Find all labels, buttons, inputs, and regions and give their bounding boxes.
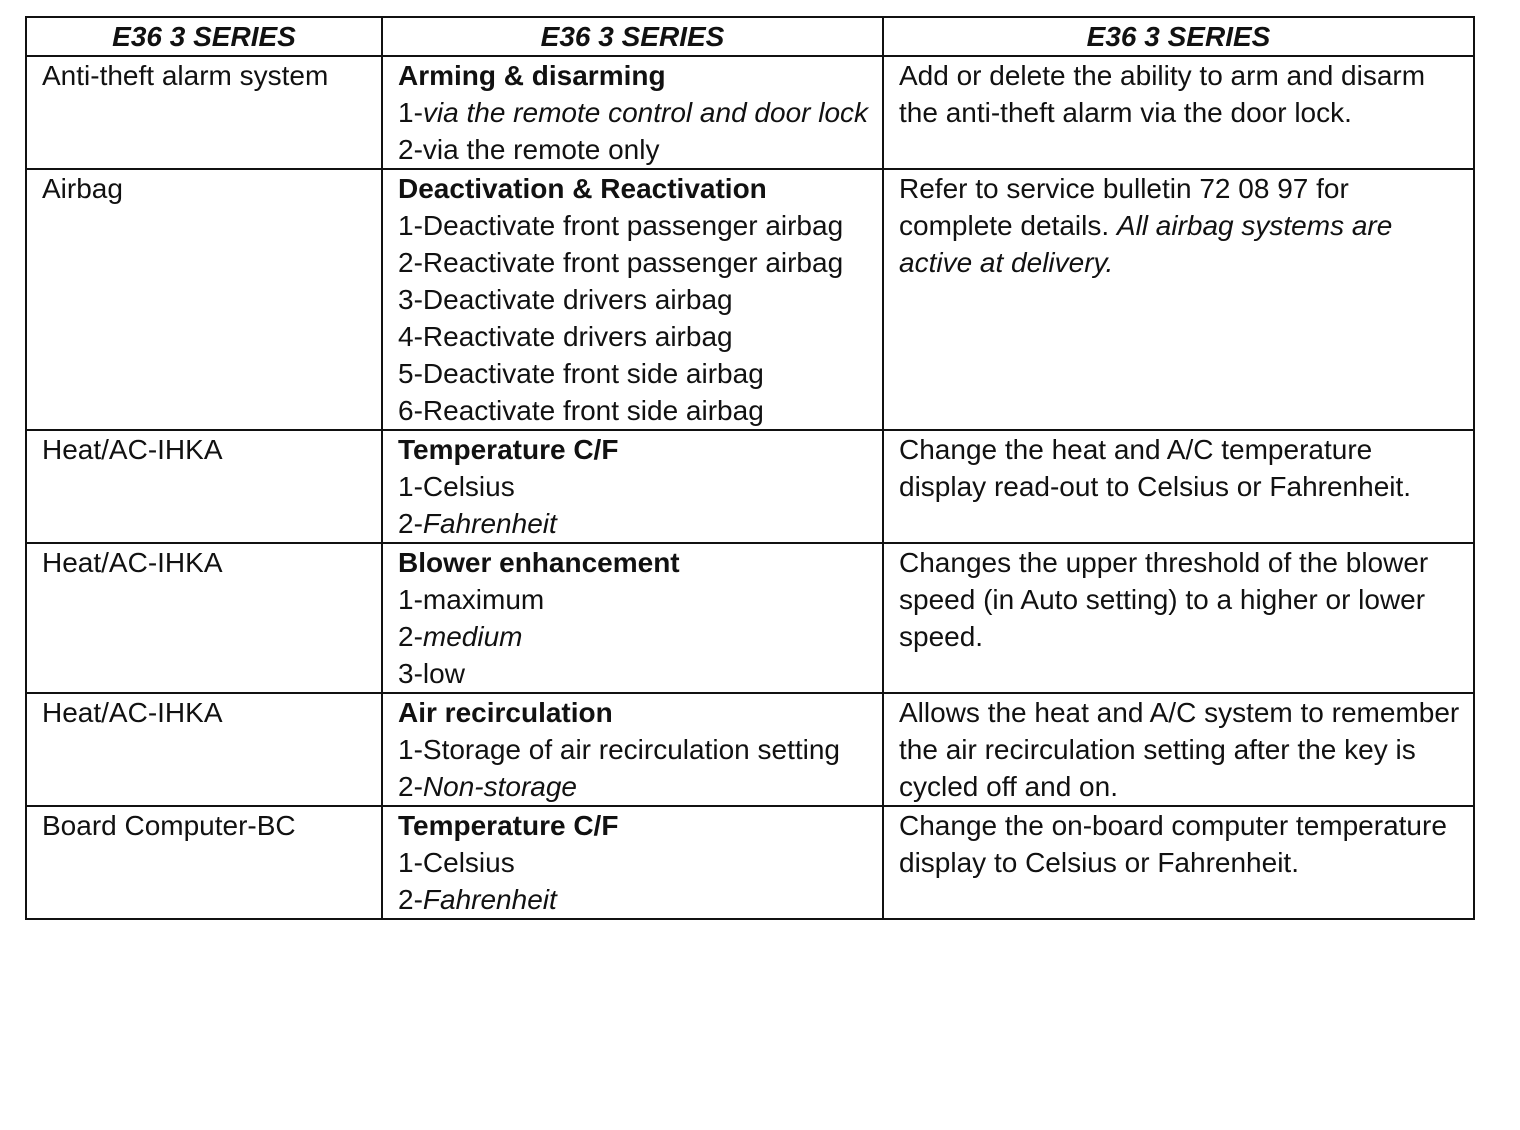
option-number: 1- bbox=[398, 847, 423, 878]
system-cell: Heat/AC-IHKA bbox=[26, 693, 382, 806]
option-text: Deactivate front side airbag bbox=[422, 358, 764, 389]
description-cell bbox=[883, 56, 1474, 169]
header-setting: E36 3 SERIES bbox=[382, 17, 883, 56]
option-item bbox=[398, 392, 870, 429]
system-cell: Heat/AC-IHKA bbox=[26, 543, 382, 693]
setting-title: Temperature C/F bbox=[398, 810, 619, 841]
option-number: 5- bbox=[398, 358, 423, 389]
option-text: Reactivate drivers airbag bbox=[422, 321, 733, 352]
option-text: Celsius bbox=[422, 471, 515, 502]
option-item bbox=[398, 318, 870, 355]
option-text: Reactivate front passenger airbag bbox=[422, 247, 844, 278]
option-number: 2- bbox=[398, 771, 423, 802]
option-text: Fahrenheit bbox=[422, 508, 557, 539]
description-text: Refer to service bulletin 72 08 97 for complete details. bbox=[899, 173, 1349, 241]
option-item bbox=[398, 731, 870, 768]
description-text: Changes the upper threshold of the blower speed (in Auto setting) to a higher or lower speed. bbox=[899, 547, 1429, 652]
option-item bbox=[398, 355, 870, 392]
setting-cell bbox=[382, 56, 883, 169]
option-text: Celsius bbox=[422, 847, 515, 878]
description-cell bbox=[883, 169, 1474, 430]
setting-title: Temperature C/F bbox=[398, 434, 619, 465]
option-number: 2- bbox=[398, 247, 423, 278]
option-item bbox=[398, 618, 870, 655]
option-text: Reactivate front side airbag bbox=[422, 395, 764, 426]
option-text: via the remote only bbox=[422, 134, 660, 165]
option-item bbox=[398, 844, 870, 881]
header-description: E36 3 SERIES bbox=[883, 17, 1474, 56]
setting-title: Deactivation & Reactivation bbox=[398, 173, 767, 204]
table-body bbox=[26, 56, 1474, 919]
table-row bbox=[26, 543, 1474, 693]
setting-title: Blower enhancement bbox=[398, 547, 680, 578]
option-item bbox=[398, 281, 870, 318]
description-text: Allows the heat and A/C system to remember the air recirculation setting after the key is cycled off and on. bbox=[899, 697, 1460, 802]
setting-cell bbox=[382, 430, 883, 543]
option-text: via the remote control and door lock bbox=[422, 97, 869, 128]
option-number: 6- bbox=[398, 395, 423, 426]
option-number: 2- bbox=[398, 884, 423, 915]
option-item bbox=[398, 468, 870, 505]
description-text: Change the on-board computer temperature display to Celsius or Fahrenheit. bbox=[899, 810, 1447, 878]
description-cell bbox=[883, 430, 1474, 543]
system-cell: Airbag bbox=[26, 169, 382, 430]
option-text: Non-storage bbox=[422, 771, 577, 802]
e36-coding-table bbox=[25, 16, 1475, 920]
description-cell bbox=[883, 693, 1474, 806]
option-text: Fahrenheit bbox=[422, 884, 557, 915]
option-number: 3- bbox=[398, 284, 423, 315]
option-item bbox=[398, 207, 870, 244]
description-cell bbox=[883, 806, 1474, 919]
option-text: maximum bbox=[422, 584, 545, 615]
table-row bbox=[26, 169, 1474, 430]
option-item bbox=[398, 505, 870, 542]
option-item bbox=[398, 94, 870, 131]
option-item bbox=[398, 131, 870, 168]
option-number: 3- bbox=[398, 658, 423, 689]
option-text: Deactivate front passenger airbag bbox=[422, 210, 844, 241]
table-row bbox=[26, 56, 1474, 169]
option-text: Deactivate drivers airbag bbox=[422, 284, 733, 315]
option-number: 1- bbox=[398, 97, 423, 128]
option-text: Storage of air recirculation setting bbox=[422, 734, 841, 765]
option-number: 1- bbox=[398, 210, 423, 241]
description-text: All airbag systems are active at delivery. bbox=[899, 210, 1393, 278]
option-item bbox=[398, 768, 870, 805]
description-text: Change the heat and A/C temperature display read-out to Celsius or Fahrenheit. bbox=[899, 434, 1412, 502]
system-cell: Board Computer-BC bbox=[26, 806, 382, 919]
description-cell bbox=[883, 543, 1474, 693]
option-number: 2- bbox=[398, 134, 423, 165]
option-number: 2- bbox=[398, 621, 423, 652]
option-item bbox=[398, 881, 870, 918]
option-text: medium bbox=[422, 621, 523, 652]
setting-title: Air recirculation bbox=[398, 697, 613, 728]
option-number: 1- bbox=[398, 471, 423, 502]
table-row bbox=[26, 430, 1474, 543]
setting-cell bbox=[382, 693, 883, 806]
header-system: E36 3 SERIES bbox=[26, 17, 382, 56]
setting-cell bbox=[382, 169, 883, 430]
setting-cell bbox=[382, 543, 883, 693]
option-text: low bbox=[422, 658, 465, 689]
setting-cell bbox=[382, 806, 883, 919]
table-row bbox=[26, 806, 1474, 919]
option-number: 1- bbox=[398, 734, 423, 765]
system-cell: Anti-theft alarm system bbox=[26, 56, 382, 169]
option-number: 1- bbox=[398, 584, 423, 615]
option-number: 4- bbox=[398, 321, 423, 352]
table-row bbox=[26, 693, 1474, 806]
option-number: 2- bbox=[398, 508, 423, 539]
option-item bbox=[398, 244, 870, 281]
header-row bbox=[26, 17, 1474, 56]
option-item bbox=[398, 581, 870, 618]
description-text: Add or delete the ability to arm and disarm the anti-theft alarm via the door lock. bbox=[899, 60, 1426, 128]
table-header bbox=[26, 17, 1474, 56]
system-cell: Heat/AC-IHKA bbox=[26, 430, 382, 543]
option-item bbox=[398, 655, 870, 692]
setting-title: Arming & disarming bbox=[398, 60, 666, 91]
